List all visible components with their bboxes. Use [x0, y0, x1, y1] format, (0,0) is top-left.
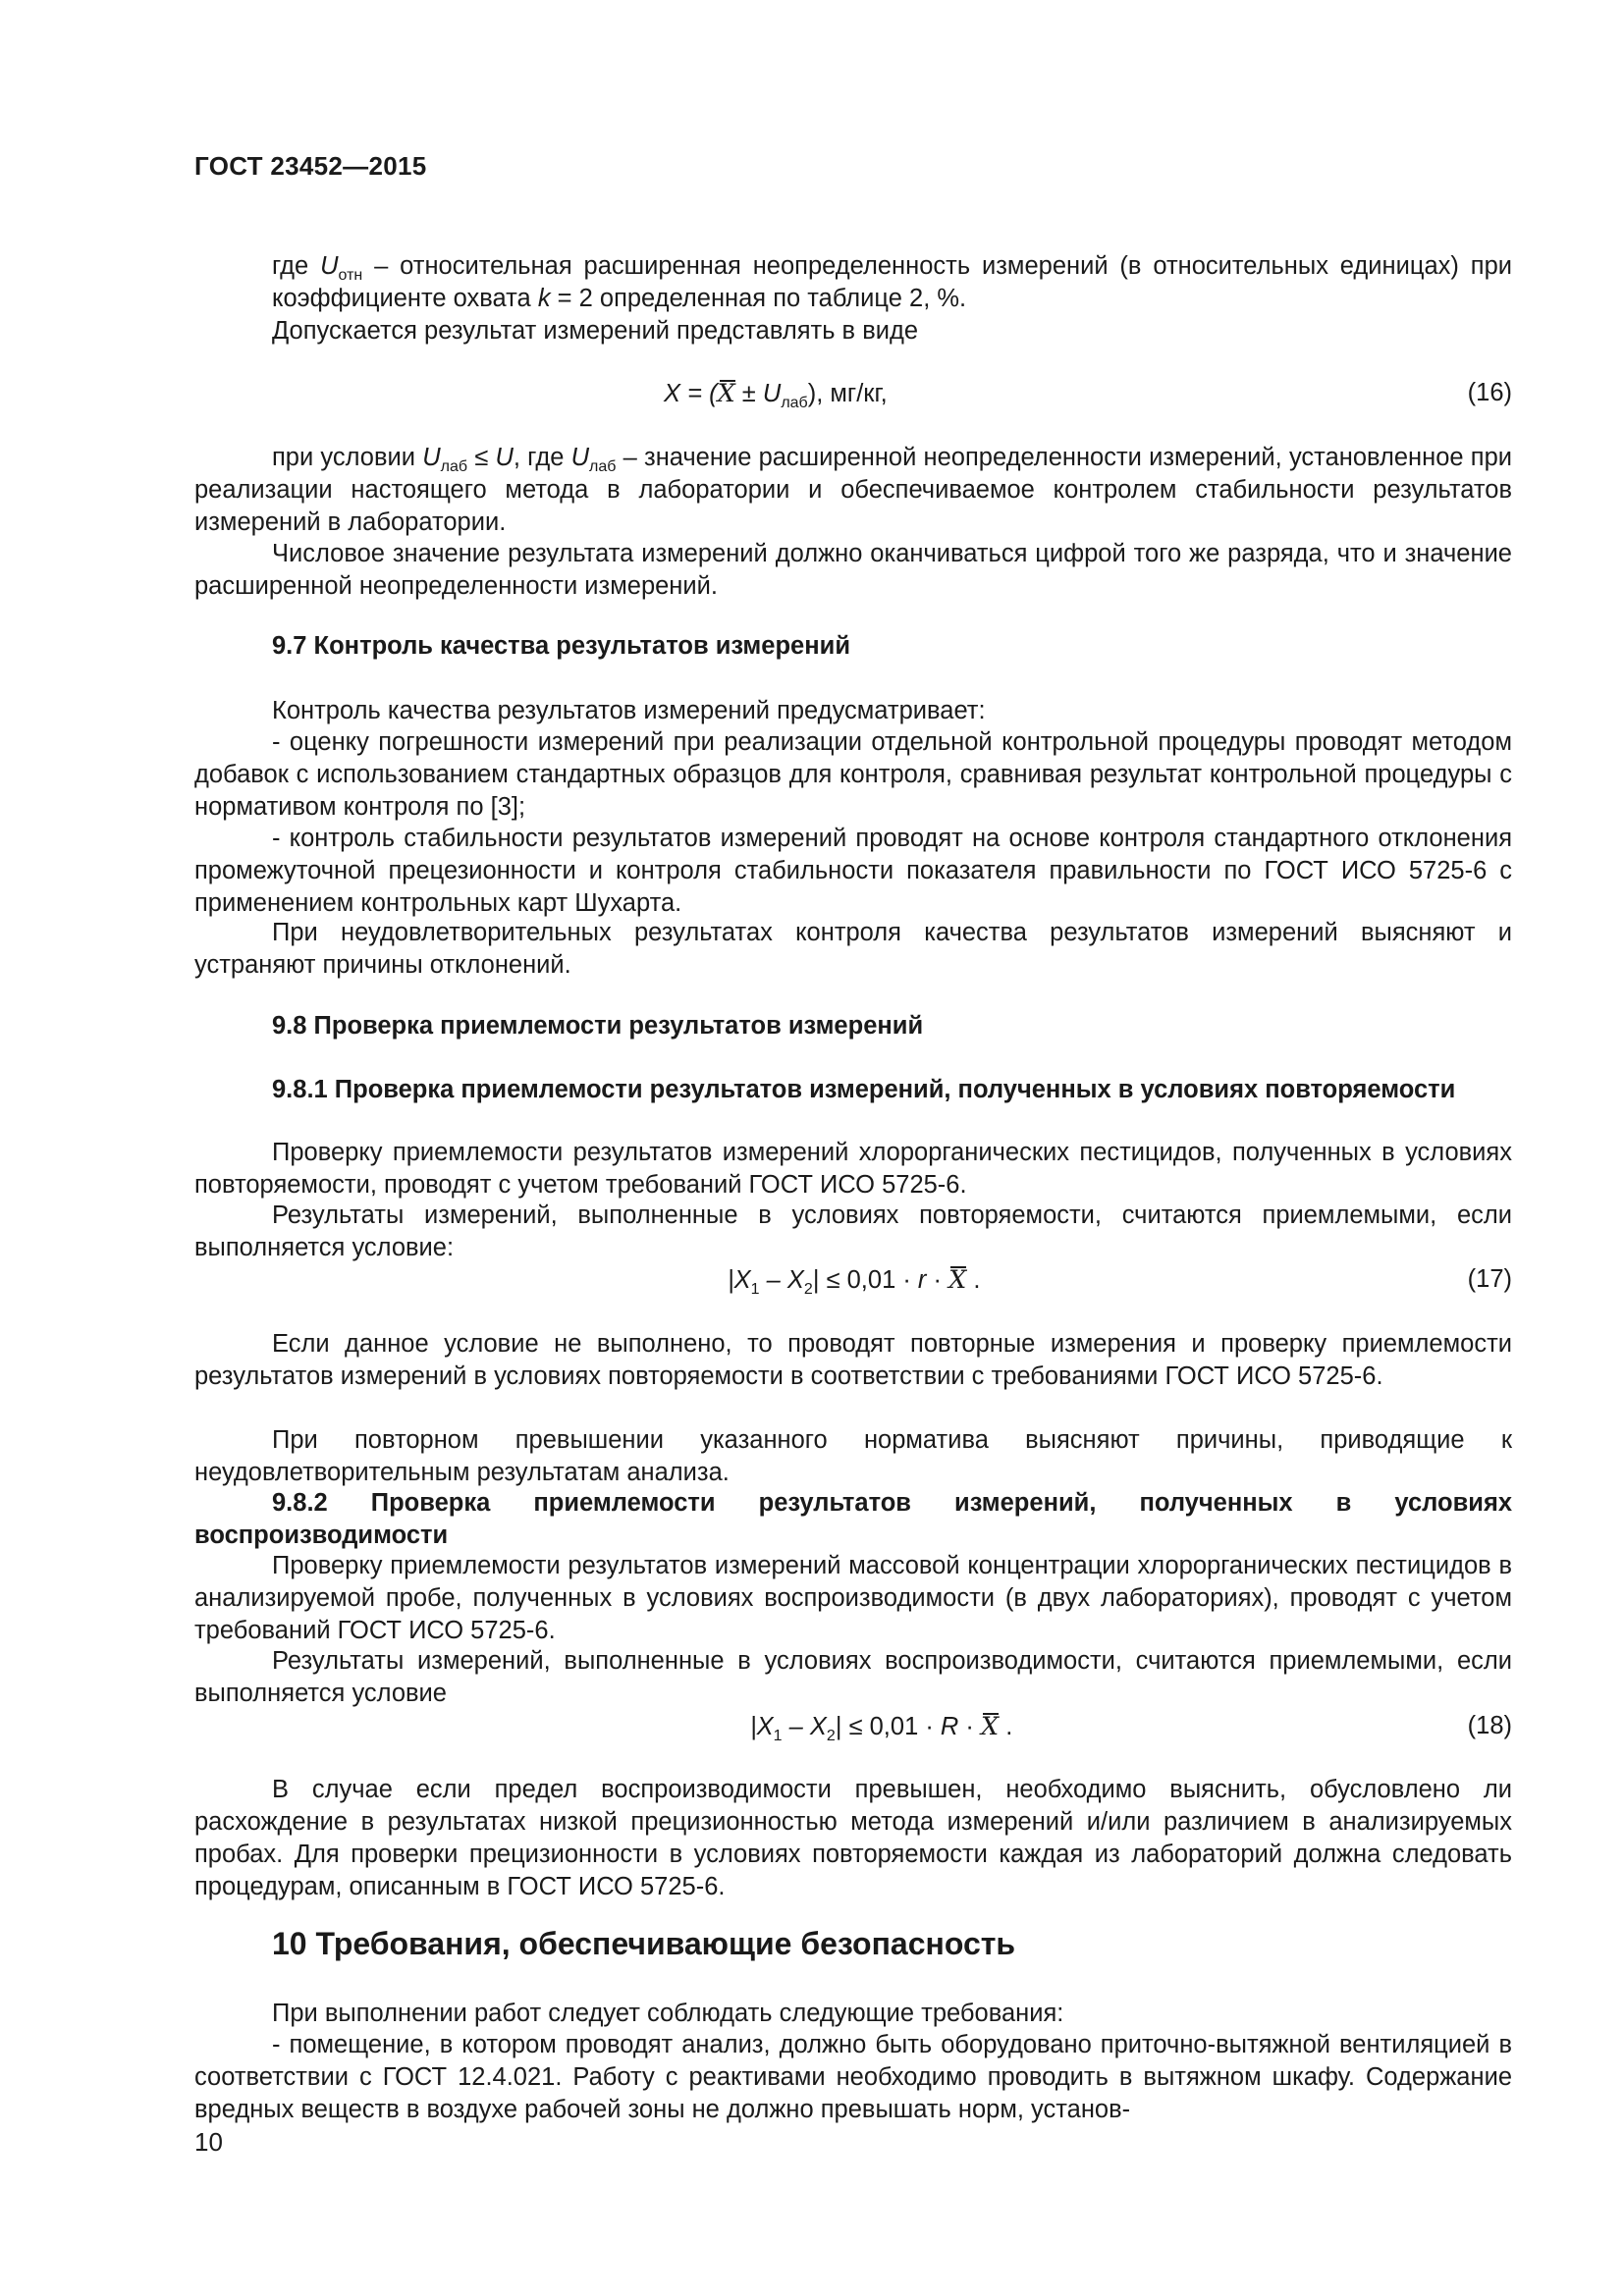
x-bar-symbol: X — [717, 379, 735, 408]
equation-number-17: (17) — [1467, 1265, 1512, 1293]
paragraph-quality-control-intro: Контроль качества результатов измерений предусматривает: — [272, 697, 986, 724]
paragraph-repeatability-condition: Результаты измерений, выполненные в условиях повторяемости, считаются приемлемыми, если выполняется условие: — [194, 1201, 1512, 1261]
page-number: 10 — [194, 2127, 223, 2157]
paragraph-reproducibility-condition: Результаты измерений, выполненные в условиях воспроизводимости, считаются приемлемыми, если выполняется условие — [194, 1647, 1512, 1707]
paragraph-repeat-measurements: Если данное условие не выполнено, то проводят повторные измерения и проверку приемлемости результатов измерений в условиях повторяемости в соответствии с требованиями ГОСТ ИСО 5725-6. — [194, 1330, 1512, 1390]
x-bar-symbol: X — [948, 1265, 967, 1295]
equation-number-16: (16) — [1467, 379, 1512, 406]
paragraph-repeated-excess: При повторном превышении указанного норматива выясняют причины, приводящие к неудовлетворительным результатам анализа. — [194, 1426, 1512, 1486]
paragraph-result-form: Допускается результат измерений представлять в виде — [272, 317, 919, 345]
equation-17: $|X_1 - X_2| \le 0,01 \cdot r \cdot X$ . — [728, 1265, 981, 1298]
paragraph-reproducibility-limit: В случае если предел воспроизводимости превышен, необходимо выяснить, обусловлено ли расхождение в результатах низкой прецизионностью метода измерений и/или различием в анализируемых пробах. Для проверки прецизионности в условиях повторяемости каждая из лабораторий должна следовать процедурам, описанным в ГОСТ ИСО 5725-6. — [194, 1776, 1512, 1900]
paragraph-repeatability-check: Проверку приемлемости результатов измерений хлорорганических пестицидов, полученных в условиях повторяемости, проводят с учетом требований ГОСТ ИСО 5725-6. — [194, 1139, 1512, 1199]
paragraph-stability-control: - контроль стабильности результатов измерений проводят на основе контроля стандартного отклонения промежуточной прецезионности и контроля стабильности показателя правильности по ГОСТ ИСО 5725-6 с применением контрольных карт Шухарта. — [194, 825, 1512, 917]
paragraph-numeric-value: Числовое значение результата измерений должно оканчиваться цифрой того же разряда, что и значение расширенной неопределенности измерений. — [194, 540, 1512, 600]
equation-number-18: (18) — [1467, 1712, 1512, 1739]
paragraph-ulab-condition: при условии $U_{лаб} \le U$, где $U_{лаб}$ – значение расширенной неопределенности измерений, установленное при реализации настоящего метода в лаборатории и обеспечиваемое контролем стабильности результатов измерений в лаборатории. — [194, 444, 1512, 536]
paragraph-ventilation: - помещение, в котором проводят анализ, должно быть оборудовано приточно-вытяжной вентиляцией в соответствии с ГОСТ 12.4.021. Работу с реактивами необходимо проводить в вытяжном шкафу. Содержание вредных веществ в воздухе рабочей зоны не должно превышать норм, установ- — [194, 2031, 1512, 2123]
paragraph-error-estimation: - оценку погрешности измерений при реализации отдельной контрольной процедуры проводят методом добавок с использованием стандартных образцов для контроля, сравнивая результат контрольной процедуры с нормативом контроля по [3]; — [194, 728, 1512, 821]
paragraph-safety-intro: При выполнении работ следует соблюдать следующие требования: — [272, 2000, 1064, 2027]
paragraph-unsatisfactory-results: При неудовлетворительных результатах контроля качества результатов измерений выясняют и устраняют причины отклонений. — [194, 919, 1512, 979]
section-9-7-heading: 9.7 Контроль качества результатов измерений — [272, 632, 850, 660]
document-header: ГОСТ 23452—2015 — [194, 151, 427, 181]
equation-16: $X = (X \pm U_{лаб})$, мг/кг, — [664, 379, 888, 411]
paragraph-uotn-definition: где $U_{отн}$ – относительная расширенная неопределенность измерений (в относительных единицах) при коэффициенте охвата k = 2 определенная по таблице 2, %. — [272, 252, 1513, 312]
section-9-8-1-heading: 9.8.1 Проверка приемлемости результатов измерений, полученных в условиях повторяемости — [272, 1076, 1456, 1103]
x-bar-symbol: X — [981, 1712, 1000, 1741]
section-10-heading: 10 Требования, обеспечивающие безопасность — [272, 1926, 1016, 1961]
section-9-8-2-heading: 9.8.2 Проверка приемлемости результатов измерений, полученных в условиях воспроизводимости — [194, 1489, 1512, 1549]
paragraph-reproducibility-check: Проверку приемлемости результатов измерений массовой концентрации хлорорганических пестицидов в анализируемой пробе, полученных в условиях воспроизводимости (в двух лабораториях), проводят с учетом требований ГОСТ ИСО 5725-6. — [194, 1552, 1512, 1644]
section-9-8-heading: 9.8 Проверка приемлемости результатов измерений — [272, 1012, 924, 1040]
equation-18: $|X_1 - X_2| \le 0,01 \cdot R \cdot X$ . — [750, 1712, 1013, 1744]
